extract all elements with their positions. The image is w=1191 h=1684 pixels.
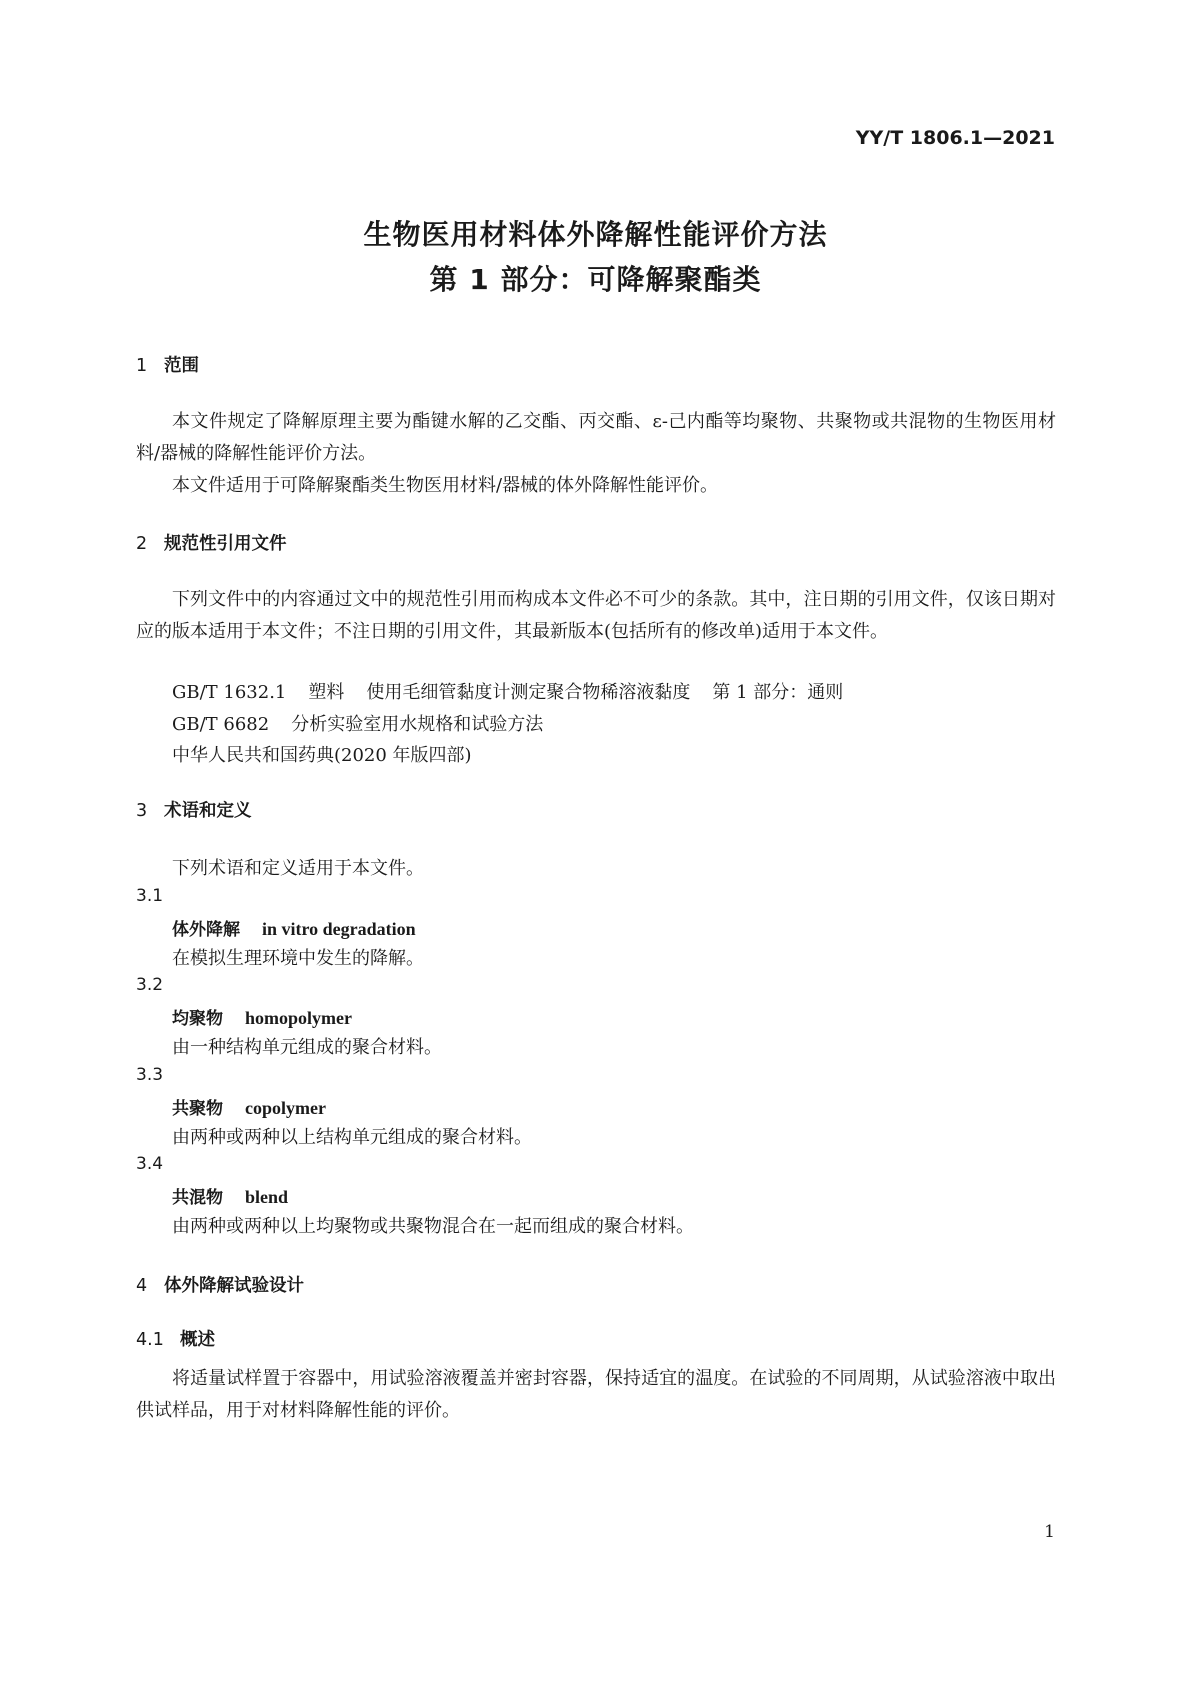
section-number: 2 xyxy=(136,534,148,554)
section-heading-terms xyxy=(136,797,252,822)
subsection-number: 4.1 xyxy=(136,1330,164,1350)
reference-item xyxy=(172,678,843,704)
section-title: 范围 xyxy=(164,356,199,376)
term-definition: 由两种或两种以上结构单元组成的聚合材料。 xyxy=(172,1127,532,1148)
section-number: 1 xyxy=(136,356,148,376)
reference-title: 分析实验室用水规格和试验方法 xyxy=(291,714,544,735)
section-number: 3 xyxy=(136,801,148,821)
term-english: copolymer xyxy=(245,1098,326,1118)
references-intro-paragraph: 下列文件中的内容通过文中的规范性引用而构成本文件必不可少的条款。其中，注日期的引用文件，仅该日期对应的版本适用于本文件；不注日期的引用文件，其最新版本(包括所有的修改单)适用于本文件。 xyxy=(136,589,1056,642)
section-number: 4 xyxy=(136,1276,148,1296)
section-title: 规范性引用文件 xyxy=(164,534,287,554)
reference-title-part: 第 1 部分：通则 xyxy=(712,682,844,703)
document-subtitle: 第 1 部分：可降解聚酯类 xyxy=(429,263,762,296)
reference-item xyxy=(172,710,543,736)
page-number: 1 xyxy=(1044,1522,1055,1542)
overview-paragraph: 将适量试样置于容器中，用试验溶液覆盖并密封容器，保持适宜的温度。在试验的不同周期，从试验溶液中取出供试样品，用于对材料降解性能的评价。 xyxy=(136,1368,1056,1421)
terms-intro: 下列术语和定义适用于本文件。 xyxy=(172,858,424,879)
section-title: 术语和定义 xyxy=(164,801,252,821)
term-name xyxy=(172,1094,326,1119)
section-heading-scope xyxy=(136,352,199,377)
term-chinese: 均聚物 xyxy=(172,1009,223,1029)
term-chinese: 共聚物 xyxy=(172,1099,223,1119)
term-name xyxy=(172,1004,352,1029)
term-definition: 由一种结构单元组成的聚合材料。 xyxy=(172,1037,442,1058)
document-title: 生物医用材料体外降解性能评价方法 xyxy=(363,218,828,251)
term-definition: 由两种或两种以上均聚物或共聚物混合在一起而组成的聚合材料。 xyxy=(172,1216,694,1237)
term-number: 3.1 xyxy=(136,886,164,906)
scope-applicability-paragraph: 本文件适用于可降解聚酯类生物医用材料/器械的体外降解性能评价。 xyxy=(172,475,719,496)
term-definition: 在模拟生理环境中发生的降解。 xyxy=(172,948,424,969)
reference-code: GB/T 1632.1 xyxy=(172,682,287,703)
term-number: 3.2 xyxy=(136,975,164,995)
term-english: in vitro degradation xyxy=(262,919,416,939)
term-english: homopolymer xyxy=(245,1008,352,1028)
term-number: 3.3 xyxy=(136,1065,164,1085)
scope-paragraph: 本文件规定了降解原理主要为酯键水解的乙交酯、丙交酯、ε-己内酯等均聚物、共聚物或共混物的生物医用材料/器械的降解性能评价方法。 xyxy=(136,411,1056,464)
section-heading-normative-references xyxy=(136,530,287,555)
reference-code: GB/T 6682 xyxy=(172,714,270,735)
term-chinese: 体外降解 xyxy=(172,920,240,940)
section-title: 体外降解试验设计 xyxy=(164,1276,304,1296)
subsection-title: 概述 xyxy=(180,1330,215,1350)
term-number: 3.4 xyxy=(136,1154,164,1174)
reference-title-part: 使用毛细管黏度计测定聚合物稀溶液黏度 xyxy=(366,682,691,703)
section-heading-test-design xyxy=(136,1272,304,1297)
term-chinese: 共混物 xyxy=(172,1188,223,1208)
reference-item: 中华人民共和国药典(2020 年版四部) xyxy=(172,745,472,766)
reference-title: 塑料 xyxy=(308,682,345,703)
term-name xyxy=(172,1183,288,1208)
subsection-heading-overview xyxy=(136,1326,215,1351)
term-english: blend xyxy=(245,1187,289,1207)
term-name xyxy=(172,915,416,940)
standard-code: YY/T 1806.1—2021 xyxy=(855,127,1055,149)
